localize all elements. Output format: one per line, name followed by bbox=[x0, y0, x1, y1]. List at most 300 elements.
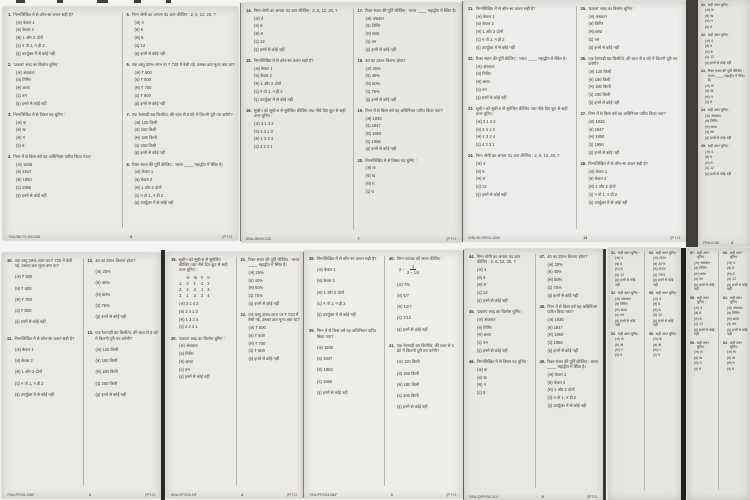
option-text: (इ) इनमें से कोई नहीं bbox=[95, 314, 127, 320]
question-text: सही उत्तर चुनिए : bbox=[617, 251, 640, 255]
option-text: (अ) अंधकार bbox=[694, 260, 710, 265]
question-line bbox=[701, 33, 748, 37]
option-text: (द) न तो 1, न ही 2 bbox=[15, 380, 44, 386]
option-text: (अ) 3 1 4 2 bbox=[179, 301, 199, 307]
option-text: (ब) 40% bbox=[95, 280, 110, 286]
option-text: (अ) अंधकार bbox=[179, 343, 198, 349]
question-text: निम्नलिखित में से कौन-सा कथन सही है? bbox=[13, 12, 74, 17]
option-text: (स) 180 किमी bbox=[95, 369, 118, 375]
option-text: (इ) इनमें से कोई नहीं bbox=[615, 318, 636, 328]
page-number: 2 bbox=[89, 492, 92, 497]
option-text: (ब) तिमिर bbox=[16, 77, 31, 83]
option-text: (अ) 1935 bbox=[588, 118, 605, 124]
question-line bbox=[127, 162, 236, 167]
matching-table-cell: क bbox=[186, 274, 190, 280]
option-text: (द) तम bbox=[365, 38, 377, 44]
option-text: (स) 8 bbox=[615, 267, 623, 272]
option-text: (ब) केवल 2 bbox=[588, 176, 607, 182]
option-text: (स) छाया bbox=[16, 85, 30, 91]
question-text: रिक्त स्थान की पूर्ति कीजिए : भारत ____ महाद्वीप में स्थित है। bbox=[547, 359, 599, 370]
option-text: (अ) 4 bbox=[727, 260, 735, 265]
question-text: निम्नलिखित में से विषम पद चुनिए : bbox=[365, 157, 417, 163]
option-text: (ब) केवल 2 bbox=[317, 278, 335, 284]
option-text: (द) 4 2 3 1 bbox=[254, 143, 273, 149]
option-text: (स) 1 और 2 दोनों bbox=[317, 289, 345, 295]
question-block bbox=[241, 257, 301, 306]
option-text: (इ) उपर्युक्त में से कोई नहीं bbox=[15, 391, 54, 397]
option-text: (इ) इनमें से कोई नहीं bbox=[653, 318, 674, 328]
question-text: सही उत्तर चुनिए : bbox=[696, 340, 709, 349]
question-text: रिक्त स्थान की पूर्ति कीजिए : भारत ____ महाद्वीप में स्थित है। bbox=[131, 161, 223, 167]
option-text: (इ) इनमें से कोई नहीं bbox=[397, 404, 428, 410]
paper-code: 7/NL/BE/79-IV/1206 bbox=[8, 234, 40, 239]
question-number: 60. bbox=[723, 251, 728, 255]
option-text: (स) छाया bbox=[179, 358, 193, 364]
option-text: (ब) 40% bbox=[547, 269, 562, 275]
question-text: 'प्रकाश' शब्द का विलोम चुनिए : bbox=[178, 335, 225, 341]
question-line bbox=[649, 332, 679, 336]
question-text: निम्नलिखित में से कौन-सा कथन सही है? bbox=[316, 256, 377, 261]
option-text: (ब) केवल 2 bbox=[16, 27, 34, 33]
question-text: 'प्रकाश' शब्द का विलोम चुनिए : bbox=[588, 6, 635, 11]
option-text: (अ) ₹ 500 bbox=[248, 325, 266, 331]
option-text: (स) छाया bbox=[588, 29, 603, 35]
option-text: (द) तम bbox=[705, 130, 715, 135]
question-line bbox=[649, 291, 679, 295]
option-text: (स) 1 3 2 4 bbox=[179, 316, 199, 322]
question-line bbox=[8, 62, 117, 67]
page-footer bbox=[309, 493, 457, 497]
question-number: 1. bbox=[8, 12, 12, 17]
question-text: सही उत्तर चुनिए : bbox=[707, 108, 730, 113]
question-block bbox=[389, 343, 459, 410]
option-text: (द) 7/12 bbox=[397, 315, 412, 321]
question-block bbox=[611, 332, 641, 358]
matching-table-cell: 3. bbox=[179, 293, 183, 299]
question-line bbox=[246, 8, 348, 13]
question-text: निम्नलिखित में से कौन-सा कथन सही है? bbox=[475, 6, 536, 11]
matching-table-cell: 2 bbox=[186, 287, 189, 293]
question-number: 62. bbox=[723, 340, 728, 345]
option-text: (ब) ₹ 600 bbox=[134, 77, 152, 83]
option-text: (ब) 6 bbox=[254, 23, 263, 29]
question-block bbox=[540, 254, 601, 298]
question-text: निम्नलिखित में से विषम पद चुनिए : bbox=[13, 111, 66, 117]
option-text: (ब) 150 किमी bbox=[397, 370, 419, 376]
question-text: निम्नलिखित में से कौन-सा कथन सही है? bbox=[14, 335, 75, 341]
pto-label: [P.T.O. bbox=[587, 494, 598, 499]
option-text: (स) 180 किमी bbox=[588, 84, 611, 90]
option-text: (इ) इनमें से कोई नहीं bbox=[15, 319, 46, 325]
question-line bbox=[540, 359, 601, 369]
option-text: (ब) ₹ 600 bbox=[15, 285, 32, 291]
option-text: (द) 75% bbox=[95, 302, 110, 308]
question-text: एक वस्तु 20% लाभ पर ₹ 720 में बेची गई, उसका क्रय मूल्य क्या था? bbox=[131, 61, 235, 67]
question-text: एक रेलगाड़ी 60 किमी/घं. की चाल से 3 घंटे में कितनी दूरी तय करेगी? bbox=[131, 111, 233, 117]
option-text: (द) तम bbox=[588, 36, 600, 42]
question-line bbox=[690, 296, 715, 305]
question-text: 'प्रकाश' शब्द का विलोम चुनिए : bbox=[13, 61, 60, 67]
option-text: (द) घ bbox=[705, 99, 713, 104]
option-text: (द) 12 bbox=[705, 166, 715, 171]
question-number: 61. bbox=[723, 295, 728, 300]
option-text: (द) 1956 bbox=[547, 340, 563, 346]
option-text: (स) ग bbox=[705, 19, 713, 24]
option-text: (इ) इनमें से कोई नहीं bbox=[476, 94, 507, 100]
option-text: (इ) इनमें से कोई नहीं bbox=[254, 46, 285, 52]
question-line bbox=[7, 336, 78, 341]
question-number: 49. bbox=[539, 359, 546, 365]
question-number: 10. bbox=[7, 258, 13, 263]
option-text: (स) 1 और 2 दोनों bbox=[254, 81, 282, 87]
option-text: (अ) क bbox=[477, 366, 488, 372]
question-text: निम्नलिखित में से विषम पद चुनिए : bbox=[476, 359, 529, 365]
option-text: (अ) क bbox=[705, 8, 714, 13]
question-text: निम्न व्यंजक को सरल कीजिए : bbox=[396, 256, 443, 261]
page-edge-tick bbox=[166, 0, 171, 3]
option-text: (द) 12 bbox=[476, 184, 487, 190]
option-text: (ब) तिमिर bbox=[615, 302, 628, 307]
option-text: (ब) 6 bbox=[705, 155, 713, 160]
option-text: (अ) 4 bbox=[694, 305, 702, 310]
option-text: (स) 1 और 2 दोनों bbox=[16, 35, 44, 41]
option-text: (ब) तिमिर bbox=[476, 71, 491, 77]
fraction-numerator: 1 bbox=[411, 264, 415, 270]
scanned-page bbox=[464, 249, 603, 500]
option-text: (इ) इनमें से कोई नहीं bbox=[705, 60, 732, 65]
question-block bbox=[8, 62, 117, 106]
question-number: 40. bbox=[389, 256, 395, 261]
question-number: 18. bbox=[357, 57, 364, 63]
option-text: (स) ग bbox=[705, 94, 713, 99]
question-text: 40 का 25% कितना होगा? bbox=[547, 254, 588, 259]
question-number: 44. bbox=[469, 254, 475, 259]
question-line bbox=[690, 341, 715, 350]
option-text: (ब) 5/7 bbox=[397, 292, 409, 298]
option-text: (इ) इनमें से कोई नहीं bbox=[694, 327, 715, 337]
question-text: निम्न में से किस वर्ष यह अधिनियम पारित किया गया? bbox=[365, 107, 443, 113]
option-text: (अ) क bbox=[653, 337, 662, 342]
option-text: (इ) इनमें से कोई नहीं bbox=[615, 278, 636, 287]
question-number: 45. bbox=[469, 309, 475, 315]
paper-code: P/NL/2-06 bbox=[703, 240, 720, 245]
option-text: (इ) इनमें से कोई नहीं bbox=[179, 374, 210, 380]
page-column bbox=[122, 12, 236, 228]
option-text: (ब) 1947 bbox=[588, 126, 604, 132]
option-text: (इ) इनमें से कोई नहीं bbox=[134, 50, 166, 56]
option-text: (स) ग bbox=[615, 347, 623, 352]
page-number: 4 bbox=[731, 240, 734, 245]
option-text: (स) 50% bbox=[547, 277, 563, 283]
page-column bbox=[384, 256, 459, 486]
option-text: (द) 1956 bbox=[365, 138, 381, 144]
question-line bbox=[649, 251, 679, 255]
question-text: सही उत्तर चुनिए : bbox=[707, 33, 730, 38]
option-text: (स) 8 bbox=[653, 307, 661, 312]
option-text: (अ) 25% bbox=[653, 256, 666, 261]
question-text: निम्न में से किस वर्ष यह अधिनियम पारित किया गया? bbox=[13, 153, 91, 159]
question-block bbox=[701, 33, 748, 65]
page-spine-separator bbox=[686, 0, 698, 247]
question-text: निम्न में से किस वर्ष यह अधिनियम पारित किया गया? bbox=[588, 111, 666, 117]
option-text: (इ) इनमें से कोई नहीं bbox=[248, 356, 280, 362]
option-text: (अ) केवल 1 bbox=[16, 19, 35, 25]
option-text: (स) ग bbox=[694, 361, 702, 366]
option-text: (अ) ₹ 500 bbox=[134, 69, 152, 75]
question-number: 27. bbox=[580, 111, 587, 117]
option-text: (अ) 120 किमी bbox=[588, 68, 612, 74]
question-line bbox=[690, 251, 715, 260]
option-text: (द) न तो 1, न ही 2 bbox=[317, 300, 346, 306]
option-text: (अ) क bbox=[705, 83, 714, 88]
option-text: (द) घ bbox=[727, 366, 735, 371]
option-text: (इ) इनमें से कोई नहीं bbox=[588, 44, 620, 50]
question-text: सही उत्तर चुनिए : bbox=[707, 144, 730, 149]
paper-code: 7/NL/PF/05-238F bbox=[7, 492, 35, 497]
option-text: (द) घ bbox=[477, 389, 486, 395]
option-text: (अ) क bbox=[727, 350, 736, 355]
option-text: (स) ₹ 750 bbox=[15, 296, 32, 302]
option-text: (ब) केवल 2 bbox=[254, 73, 272, 79]
question-line bbox=[701, 144, 748, 148]
option-text: (अ) केवल 1 bbox=[15, 346, 34, 352]
option-text: (अ) अंधकार bbox=[615, 296, 631, 301]
option-text: (द) 12 bbox=[694, 322, 704, 327]
option-text: (ब) 2 4 1 3 bbox=[476, 126, 495, 132]
option-text: (अ) 25% bbox=[365, 65, 381, 71]
option-text: (द) न तो 1, न ही 2 bbox=[588, 191, 618, 197]
option-text: (ब) 6 bbox=[134, 27, 143, 33]
page-number: 4 bbox=[241, 492, 244, 497]
option-text: (अ) क bbox=[694, 350, 703, 355]
option-text: (स) छाया bbox=[477, 332, 491, 338]
option-text: (द) 75% bbox=[365, 88, 380, 94]
option-text: (अ) 120 किमी bbox=[95, 346, 119, 352]
question-block bbox=[389, 256, 459, 332]
question-block bbox=[468, 6, 571, 50]
option-text: (ब) 150 किमी bbox=[134, 127, 157, 133]
question-block bbox=[171, 336, 231, 380]
option-text: (इ) इनमें से कोई नहीं bbox=[727, 282, 748, 292]
option-text: (इ) इनमें से कोई नहीं bbox=[365, 146, 397, 152]
question-text: निम्न श्रेणी का अगला पद ज्ञात कीजिए : 2, 6, 12, 20, ? bbox=[476, 254, 521, 265]
option-text: (स) 1 और 2 दोनों bbox=[547, 387, 575, 393]
option-text: (द) 75% bbox=[547, 284, 562, 290]
option-text: (ब) ख bbox=[615, 342, 624, 347]
question-line bbox=[7, 258, 78, 268]
question-line bbox=[468, 106, 571, 116]
question-block bbox=[581, 161, 684, 205]
paper-code: D/NL/5C/PR/4-1069 bbox=[468, 235, 500, 240]
option-text: (द) न तो 1, न ही 2 bbox=[16, 42, 45, 48]
question-text: सही उत्तर चुनिए : bbox=[729, 295, 742, 305]
option-text: (इ) इनमें से कोई नहीं bbox=[134, 150, 166, 156]
question-block bbox=[358, 108, 460, 152]
question-line bbox=[358, 8, 460, 13]
option-text: (ब) तिमिर bbox=[477, 324, 492, 330]
scanned-page bbox=[698, 0, 750, 246]
option-text: (ब) 6 bbox=[477, 274, 486, 280]
page-edge-tick bbox=[97, 0, 108, 3]
option-text: (स) 8 bbox=[705, 49, 713, 54]
page-spine-separator bbox=[161, 250, 165, 500]
question-text: एक वस्तु 20% लाभ पर ₹ 720 में बेची गई, उसका क्रय मूल्य क्या था? bbox=[248, 312, 300, 323]
option-text: (द) तम bbox=[727, 322, 737, 327]
question-block bbox=[690, 296, 715, 337]
question-block bbox=[8, 112, 117, 148]
option-text: (ब) केवल 2 bbox=[15, 358, 33, 364]
option-text: (इ) इनमें से कोई नहीं bbox=[653, 278, 674, 287]
question-text: एक रेलगाड़ी 60 किमी/घं. की चाल से 3 घंटे में कितनी दूरी तय करेगी? bbox=[95, 330, 158, 341]
option-text: (अ) अंधकार bbox=[365, 15, 385, 21]
option-text: (अ) 4 bbox=[705, 38, 713, 43]
question-line bbox=[723, 341, 748, 350]
option-text: (ब) 1947 bbox=[547, 324, 563, 330]
option-text: (द) 75% bbox=[248, 293, 263, 299]
question-block bbox=[309, 256, 379, 317]
option-text: (इ) इनमें से कोई नहीं bbox=[476, 191, 507, 197]
question-block bbox=[88, 258, 159, 319]
option-text: (अ) केवल 1 bbox=[476, 13, 495, 19]
option-text: (स) 50% bbox=[653, 267, 666, 272]
option-text: (ब) 1947 bbox=[317, 356, 333, 362]
option-text: (द) घ bbox=[653, 353, 661, 358]
question-text: निम्न श्रेणी का अगला पद ज्ञात कीजिए : 2, 6, 12, 20, ? bbox=[131, 12, 216, 17]
option-text: (इ) इनमें से कोई नहीं bbox=[248, 300, 280, 306]
scanned-page bbox=[687, 248, 750, 500]
page-footer bbox=[469, 495, 598, 499]
question-line bbox=[309, 328, 379, 338]
option-text: (अ) 1935 bbox=[317, 344, 334, 350]
option-text: (इ) इनमें से कोई नहीं bbox=[317, 389, 348, 395]
option-text: (द) तम bbox=[16, 92, 27, 98]
question-block bbox=[246, 108, 348, 149]
question-line bbox=[723, 296, 748, 305]
question-number: 41. bbox=[389, 342, 395, 348]
question-line bbox=[469, 359, 530, 364]
question-text: रिक्त स्थान की पूर्ति कीजिए : भारत ____ महाद्वीप में स्थित है। bbox=[475, 55, 567, 61]
question-line bbox=[241, 312, 301, 322]
option-text: (स) छाया bbox=[705, 124, 717, 129]
option-text: (अ) 3 1 4 2 bbox=[254, 120, 274, 126]
option-text: (अ) केवल 1 bbox=[547, 372, 567, 378]
matching-table-cell: 4 bbox=[200, 280, 204, 286]
option-text: (अ) 120 किमी bbox=[397, 359, 420, 365]
option-text: (द) तम bbox=[477, 340, 488, 346]
question-line bbox=[389, 256, 459, 261]
question-text: रिक्त स्थान की पूर्ति कीजिए : भारत ____ महाद्वीप में स्थित है। bbox=[365, 8, 457, 13]
question-block bbox=[701, 69, 748, 104]
option-text: (द) 12 bbox=[134, 42, 146, 48]
option-text: (स) 12/7 bbox=[397, 304, 412, 310]
option-text: (ब) 150 किमी bbox=[588, 76, 611, 82]
option-text: (द) ₹ 800 bbox=[248, 348, 265, 354]
question-text: सूची-I को सूची-II से सुमेलित कीजिए तथा नीचे दिए कूट से सही उत्तर चुनिए : bbox=[178, 257, 228, 273]
page-number: 7 bbox=[357, 236, 360, 241]
question-text: सूची-I को सूची-II से सुमेलित कीजिए तथा नीचे दिए कूट से सही उत्तर चुनिए : bbox=[253, 107, 346, 119]
question-block bbox=[309, 328, 379, 395]
question-line bbox=[171, 257, 231, 273]
question-block bbox=[127, 112, 236, 156]
question-number: 20. bbox=[171, 335, 177, 341]
question-line bbox=[581, 161, 684, 166]
option-text: (ब) 40% bbox=[248, 277, 263, 283]
option-text: (स) 1950 bbox=[317, 367, 333, 373]
question-number: 55. bbox=[649, 291, 654, 296]
option-text: (अ) 1935 bbox=[547, 316, 564, 322]
scanned-page bbox=[608, 248, 681, 500]
option-text: (ब) 40% bbox=[365, 73, 380, 79]
question-number: 4. bbox=[8, 153, 12, 159]
matching-table-cell: 3 bbox=[207, 287, 210, 293]
option-text: (स) 1 और 2 दोनों bbox=[588, 184, 616, 190]
pto-label: [P.T.O. bbox=[446, 492, 457, 497]
question-text: सही उत्तर चुनिए : bbox=[655, 331, 678, 336]
question-number: 23. bbox=[468, 105, 474, 111]
matching-table-cell: 1 bbox=[193, 280, 196, 286]
matching-table-cell: 4 bbox=[207, 293, 210, 299]
page-column bbox=[309, 256, 379, 486]
question-number: 3. bbox=[8, 111, 12, 117]
pto-label: [P.T.O. bbox=[446, 236, 457, 241]
paper-code: S/NL/QPR/06-114 bbox=[469, 494, 498, 499]
question-line bbox=[469, 254, 530, 264]
question-number: 20. bbox=[357, 157, 364, 163]
option-text: (ब) ख bbox=[477, 374, 487, 380]
question-block bbox=[468, 56, 571, 100]
question-line bbox=[611, 332, 641, 336]
question-line bbox=[611, 251, 641, 255]
page-column bbox=[8, 12, 117, 228]
question-line bbox=[358, 108, 460, 113]
option-text: (अ) क bbox=[365, 165, 376, 171]
option-text: (अ) अंधकार bbox=[705, 113, 721, 118]
option-text: (अ) 4 bbox=[615, 256, 623, 261]
question-block bbox=[581, 111, 684, 155]
paper-code: 6/NL/JB/05-233 bbox=[246, 236, 271, 241]
option-text: (स) 8 bbox=[477, 282, 486, 288]
page-footer bbox=[8, 235, 233, 239]
pto-label: [P.T.O. bbox=[670, 235, 681, 240]
option-text: (इ) इनमें से कोई नहीं bbox=[16, 192, 47, 198]
option-text: (ब) केवल 2 bbox=[547, 379, 566, 385]
scanned-page bbox=[304, 251, 462, 498]
question-number: 54. bbox=[649, 251, 654, 255]
option-text: (इ) इनमें से कोई नहीं bbox=[134, 100, 166, 106]
option-text: (स) 1950 bbox=[16, 177, 32, 183]
question-number: 56. bbox=[649, 331, 654, 336]
page-spine-separator bbox=[603, 249, 606, 500]
option-text: (ब) 6 bbox=[476, 168, 485, 174]
page-column bbox=[690, 251, 715, 490]
option-text: (द) 4 2 3 1 bbox=[476, 141, 495, 147]
option-text: (स) 180 किमी bbox=[397, 381, 420, 387]
question-number: 16. bbox=[246, 107, 252, 113]
option-text: (इ) उपर्युक्त में से कोई नहीं bbox=[317, 312, 356, 318]
question-line bbox=[540, 304, 601, 314]
question-text: निम्न में से किस वर्ष यह अधिनियम पारित किया गया? bbox=[316, 328, 377, 339]
option-text: (ब) ख bbox=[653, 342, 662, 347]
question-text: सही उत्तर चुनिए : bbox=[707, 3, 730, 7]
option-text: (स) 1950 bbox=[588, 134, 605, 140]
option-text: (इ) इनमें से कोई नहीं bbox=[477, 347, 508, 353]
option-text: (इ) उपर्युक्त में से कोई नहीं bbox=[134, 200, 174, 206]
option-text: (द) ₹ 800 bbox=[15, 308, 32, 314]
question-line bbox=[468, 6, 571, 11]
page-number: 9 bbox=[541, 494, 544, 499]
option-text: (स) 8 bbox=[134, 35, 144, 41]
option-text: (ब) ख bbox=[705, 89, 714, 94]
